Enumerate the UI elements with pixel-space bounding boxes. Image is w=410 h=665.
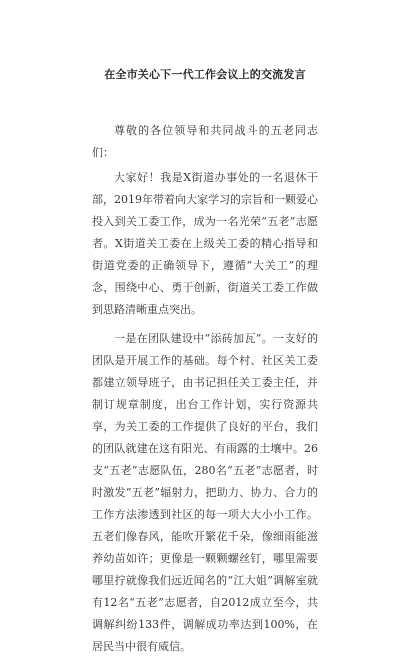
salutation: 尊敬的各位领导和共同战斗的五老同志们： [92, 124, 318, 159]
document-body [92, 120, 318, 665]
document-title: 在全市关心下一代工作会议上的交流发言 [104, 68, 306, 81]
paragraph-2: 一是在团队建设中“添砖加瓦”。一支好的团队是开展工作的基础。每个村、社区关工委都建立领导班子，由书记担任关工委主任，并制订规章制度，出台工作计划，实行资源共享，为关工委的工作提供了良好的平台，我们的团队就建在这有阳光、有雨露的土壤中。26支“五老”志愿队伍，280名“五老”志愿者，时时激发“五老”辐射力，把助力、协力、合力的工作方法渗透到社区的每一项大大小小工作。五老们像春风，能吹开繁花千朵，像细雨能滋养幼苗如许；更像是一颗颗螺丝钉，哪里需要哪里拧就像我们远近闻名的“江大姐”调解室就有12名“五老”志愿者，自2012成立至今，共调解纠纷133件，调解成功率达到100%，在居民当中很有威信。 [92, 332, 318, 653]
paragraph-1: 大家好！我是X街道办事处的一名退休干部，2019年带着向大家学习的宗旨和一颗爱心投入到关工委工作，成为一名光荣“五老”志愿者。X街道关工委在上级关工委的精心指导和街道党委的正确领导下，遵循“大关工”的理念，围绕中心、勇于创新，街道关工委工作做到思路清晰重点突出。 [92, 171, 318, 316]
